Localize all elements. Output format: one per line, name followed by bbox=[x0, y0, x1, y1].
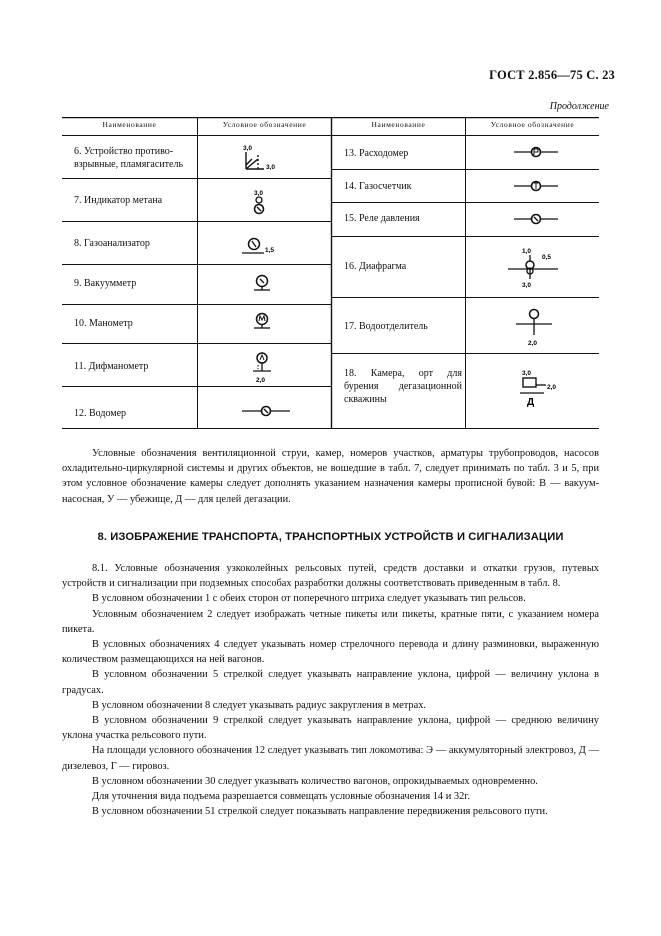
gas-counter-symbol bbox=[514, 177, 560, 195]
sym-label-18b: 2,0 bbox=[547, 384, 557, 391]
water-separator-symbol bbox=[514, 307, 554, 349]
row-name-16: 16. Диафрагма bbox=[344, 261, 407, 272]
col-header-symbol-right: Условное обозначение bbox=[490, 120, 575, 129]
row-name-18: 18. Камера, орт для бурения дегазационной скважины bbox=[344, 368, 462, 405]
vacuum-gauge-symbol bbox=[252, 273, 282, 295]
paragraph-10: Для уточнения вида подъема разрешается совмещать условные обозначения 14 и 32г. bbox=[92, 791, 470, 803]
gas-analyzer-symbol bbox=[242, 235, 292, 261]
chamber-drilling-symbol bbox=[520, 367, 580, 411]
page-header-title: ГОСТ 2.856—75 С. 23 bbox=[489, 68, 615, 82]
row-name-17: 17. Водоотделитель bbox=[344, 321, 428, 332]
section-body bbox=[62, 561, 599, 819]
paragraph-2: В условном обозначении 1 с обеих сторон от поперечного штриха следует указывать тип рельсов. bbox=[92, 593, 526, 605]
row-name-12: 12. Водомер bbox=[74, 408, 127, 419]
paragraph-7: В условном обозначении 9 стрелкой следует указывать направление уклона, цифрой — среднюю величину уклона участка рельсового пути. bbox=[62, 715, 599, 742]
row-name-8: 8. Газоанализатор bbox=[74, 238, 150, 249]
continuation-label: Продолжение bbox=[549, 101, 609, 112]
symbols-table bbox=[62, 117, 599, 429]
paragraph-3: Условным обозначением 2 следует изображать четные пикеты или пикеты, кратные пяти, с указанием номера пикета. bbox=[62, 608, 599, 635]
sym-label-6b: 3,0 bbox=[266, 164, 276, 171]
sym-label-18a: 3,0 bbox=[522, 370, 532, 377]
pressure-relay-symbol bbox=[514, 210, 560, 228]
flame-arrester-symbol bbox=[238, 141, 298, 175]
col-header-name-left: Наименование bbox=[102, 120, 157, 129]
paragraph-5: В условном обозначении 5 стрелкой следует указывать направление уклона, цифрой — величину уклона в градусах. bbox=[62, 669, 599, 696]
paragraph-6: В условном обозначении 8 следует указывать радиус закругления в метрах. bbox=[92, 699, 427, 711]
paragraph-4: В условных обозначениях 4 следует указывать номер стрелочного перевода и длину разминовки, выраженную количеством размещающихся на ней вагонов. bbox=[62, 639, 599, 666]
sym-label-7: 3,0 bbox=[254, 190, 264, 197]
row-name-15: 15. Реле давления bbox=[344, 213, 420, 224]
differential-manometer-symbol bbox=[250, 351, 284, 387]
intro-text: Условные обозначения вентиляционной струи, камер, номеров участков, арматуры трубопроводов, насосов охладительно-циркулярной системы и других объектов, не вошедшие в табл. 7, следует принимать по табл. 3 и 5, при этом условное обозначение камеры следует дополнять указанием назначения камеры прописной бувой: В — вакуум-насосная, У — убежище, Д — для целей дегазации. bbox=[62, 448, 599, 505]
sym-label-16c: 3,0 bbox=[522, 282, 532, 289]
row-name-11: 11. Дифманометр bbox=[74, 361, 149, 372]
row-name-14: 14. Газосчетчик bbox=[344, 181, 412, 192]
col-header-name-right: Наименование bbox=[371, 120, 426, 129]
intro-paragraph bbox=[62, 446, 599, 507]
flow-meter-symbol bbox=[514, 143, 560, 161]
sym-label-6a: 3,0 bbox=[243, 145, 253, 152]
row-name-13: 13. Расходомер bbox=[344, 148, 409, 159]
sym-label-17: 2,0 bbox=[528, 340, 538, 347]
row-name-6: 6. Устройство противо-взрывные, пламягаситель bbox=[74, 146, 184, 170]
section-heading: 8. ИЗОБРАЖЕНИЕ ТРАНСПОРТА, ТРАНСПОРТНЫХ УСТРОЙСТВ И СИГНАЛИЗАЦИИ bbox=[97, 531, 564, 543]
sym-label-8: 1,5 bbox=[265, 247, 275, 254]
water-meter-symbol bbox=[242, 402, 292, 420]
row-name-10: 10. Манометр bbox=[74, 318, 133, 329]
row-name-9: 9. Вакуумметр bbox=[74, 278, 137, 289]
paragraph-8-1: 8.1. Условные обозначения узкоколейных рельсовых путей, средств доставки и откатки грузов, путевых устройств и сигнализации при подземных способах разработки должны соответствовать приведенным в табл. 8. bbox=[62, 563, 599, 590]
manometer-symbol bbox=[252, 311, 282, 335]
methane-indicator-symbol bbox=[248, 187, 278, 219]
sym-label-16a: 1,0 bbox=[522, 248, 532, 255]
diaphragm-symbol bbox=[508, 245, 568, 291]
row-name-7: 7. Индикатор метана bbox=[74, 195, 163, 206]
paragraph-8: На площади условного обозначения 12 следует указывать тип локомотива: Э — аккумуляторный электровоз, Д — дизелевоз, Г — гировоз. bbox=[62, 745, 599, 772]
paragraph-11: В условном обозначении 51 стрелкой следует показывать направление передвижения рельсового пути. bbox=[92, 806, 548, 818]
sym-label-11: 2,0 bbox=[256, 377, 266, 384]
col-header-symbol-left: Условное обозначение bbox=[222, 120, 307, 129]
sym-label-18c: Д bbox=[527, 397, 535, 408]
sym-label-16b: 0,5 bbox=[542, 254, 552, 261]
paragraph-9: В условном обозначении 30 следует указывать количество вагонов, опрокидываемых одновременно. bbox=[92, 775, 538, 787]
